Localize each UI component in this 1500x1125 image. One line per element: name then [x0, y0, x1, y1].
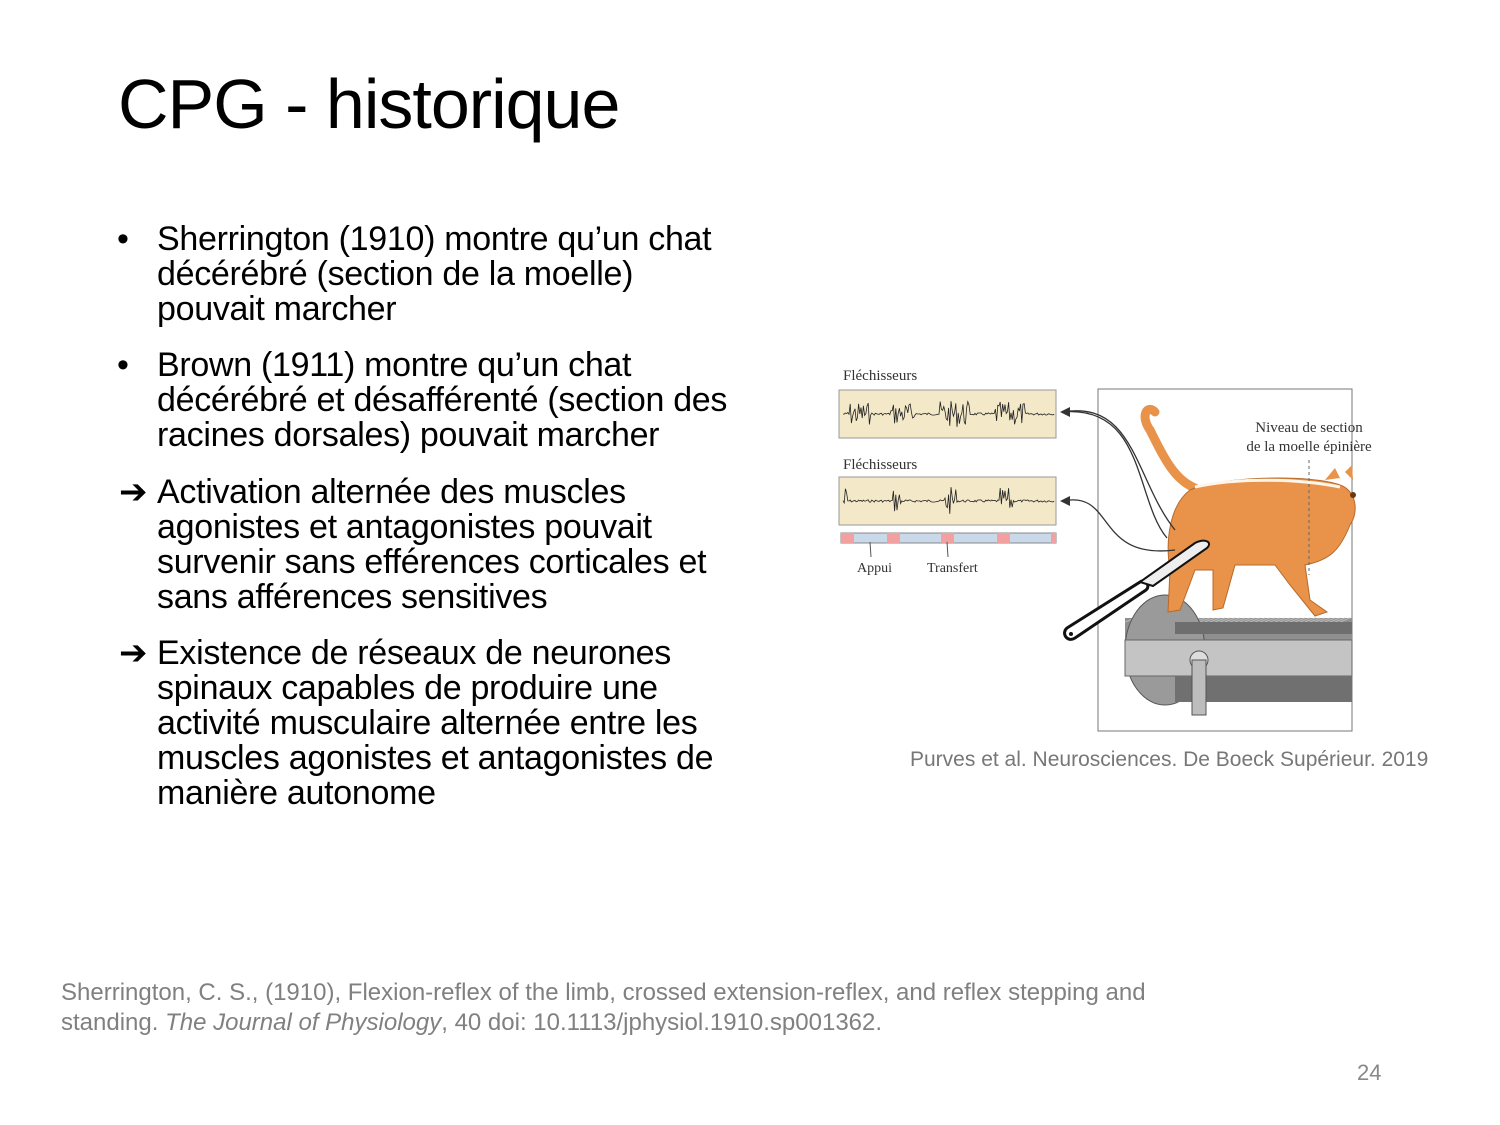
- trace1-label: Fléchisseurs: [843, 368, 918, 384]
- bullet-line: racines dorsales) pouvait marcher: [157, 416, 660, 454]
- bullet-line: décérébré et désafférenté (section des: [157, 381, 728, 419]
- bullet-line: activité musculaire alternée entre les: [157, 704, 698, 742]
- bullet-line: muscles agonistes et antagonistes de: [157, 739, 714, 777]
- bullet-line: manière autonome: [157, 774, 436, 812]
- bullet-line: Activation alternée des muscles: [157, 473, 626, 511]
- bullet-brown: [117, 346, 728, 454]
- reference-line2: [61, 1008, 1146, 1038]
- arrow-right-icon: ➔: [119, 634, 148, 672]
- section-label-line1: Niveau de section: [1255, 420, 1363, 436]
- bullet-line: Sherrington (1910) montre qu’un chat: [157, 220, 712, 258]
- arrow-right-icon: ➔: [119, 473, 148, 511]
- reference-line1: Sherrington, C. S., (1910), Flexion-reflex of the limb, crossed extension-reflex, and reflex stepping and: [61, 979, 1146, 1006]
- reference-prefix: standing.: [61, 1009, 166, 1036]
- phase-bar: [841, 533, 1056, 543]
- bullet-sherrington: [117, 220, 712, 328]
- reference-citation: [61, 978, 1146, 1038]
- bullet-line: agonistes et antagonistes pouvait: [157, 508, 652, 546]
- figure-caption: Purves et al. Neurosciences. De Boeck Supérieur. 2019: [910, 748, 1429, 771]
- stance-label: Appui: [857, 561, 892, 576]
- arrow-left-icon: [1060, 407, 1070, 417]
- bullet-marker: •: [117, 346, 129, 384]
- bullet-line: sans afférences sensitives: [157, 578, 548, 616]
- bullet-line: spinaux capables de produire une: [157, 669, 658, 707]
- page-number: 24: [1357, 1060, 1382, 1085]
- bullet-line: Brown (1911) montre qu’un chat: [157, 346, 632, 384]
- arrow-left-icon: [1060, 496, 1070, 506]
- bullet-line: décérébré (section de la moelle): [157, 255, 634, 293]
- bullet-line: Existence de réseaux de neurones: [157, 634, 671, 672]
- reference-journal: The Journal of Physiology: [165, 1009, 442, 1036]
- conclusion-activation: [119, 473, 707, 616]
- conclusion-networks: [119, 634, 714, 812]
- cat-treadmill-figure: [835, 360, 1455, 740]
- reference-suffix: , 40 doi: 10.1113/jphysiol.1910.sp001362.: [441, 1009, 883, 1036]
- bullet-marker: •: [117, 220, 129, 258]
- bullet-line: pouvait marcher: [157, 290, 397, 328]
- slide-title: CPG - historique: [118, 65, 620, 143]
- trace2-label: Fléchisseurs: [843, 457, 918, 473]
- swing-label: Transfert: [927, 561, 978, 576]
- bullet-line: survenir sans efférences corticales et: [157, 543, 707, 581]
- section-label-line2: de la moelle épinière: [1246, 439, 1372, 455]
